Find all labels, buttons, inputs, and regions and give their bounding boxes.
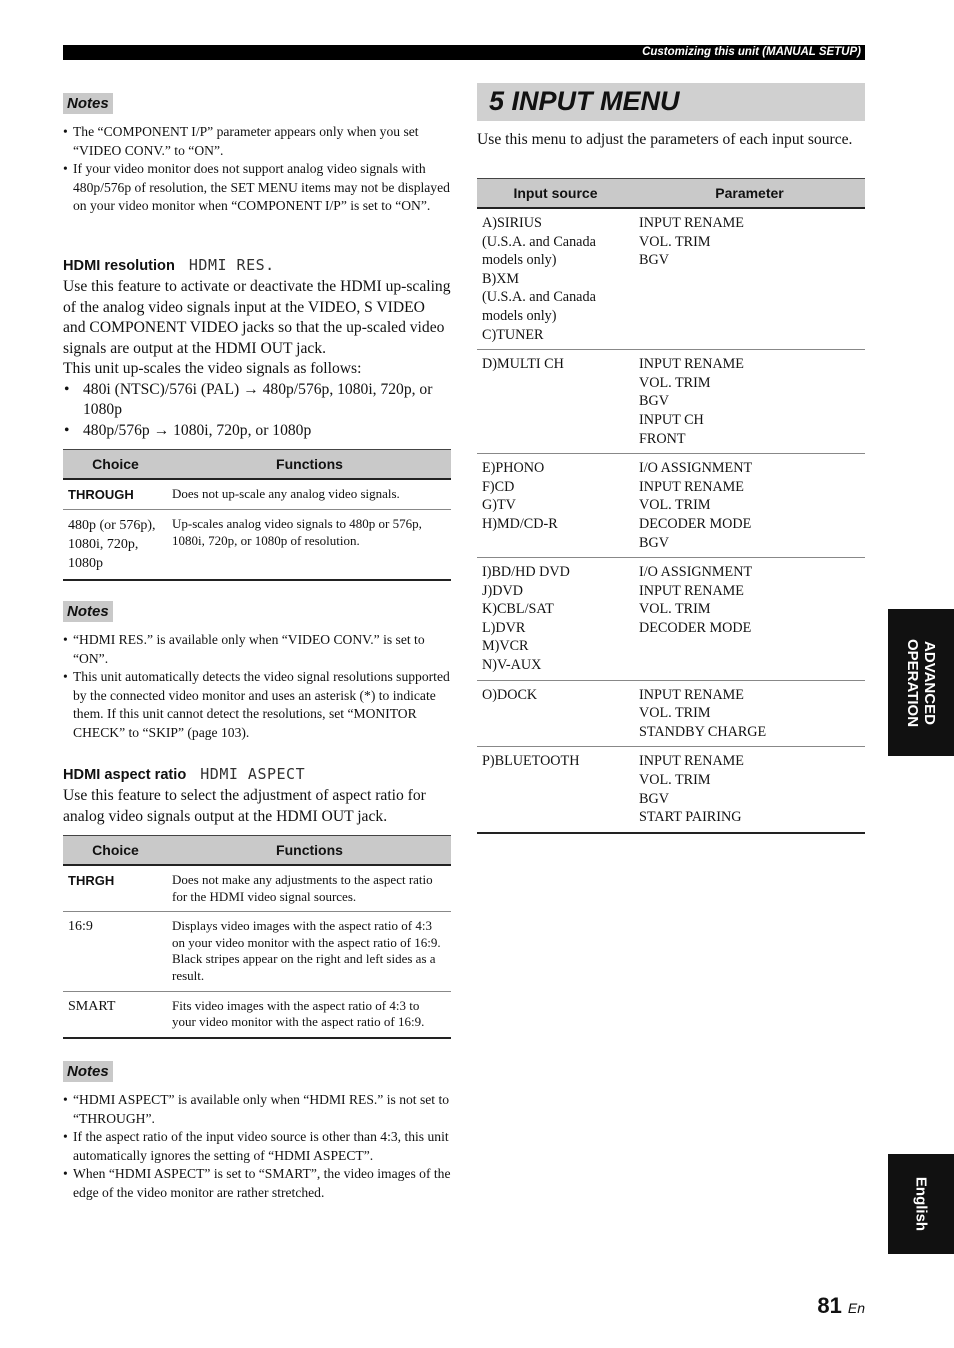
input-source-line: A)SIRIUS — [482, 215, 542, 231]
parameter-cell — [634, 454, 865, 558]
table-row — [477, 680, 865, 747]
section-title: Customizing this unit (MANUAL SETUP) — [642, 46, 861, 58]
input-source-cell — [477, 680, 634, 747]
parameter-line: INPUT RENAME — [639, 478, 744, 495]
notes-label: Notes — [63, 601, 113, 622]
parameter-line: I/O ASSIGNMENT — [639, 564, 753, 581]
input-source-cell — [477, 208, 634, 350]
heading-code: HDMI ASPECT — [200, 765, 306, 783]
list-item: • If your video monitor does not support analog video signals with 480p/576p of resolution, the SET MENU items may not be displayed on your video monitor when “COMPONENT I/P” is set to “ON”. — [63, 160, 451, 216]
notes-list — [63, 1091, 451, 1203]
page-title: 5 INPUT MENU — [489, 86, 680, 116]
input-menu-intro: Use this menu to adjust the parameters of each input source. — [477, 131, 853, 148]
input-source-line: I)BD/HD DVD — [482, 564, 570, 581]
page-language-suffix: En — [847, 1300, 865, 1316]
side-tab-label: English — [912, 1176, 930, 1232]
parameter-cell — [634, 747, 865, 833]
parameter-line: INPUT RENAME — [639, 356, 744, 373]
parameter-line: INPUT RENAME — [639, 582, 744, 599]
input-source-line: models only) — [482, 307, 557, 324]
input-source-line: (U.S.A. and Canada — [482, 233, 596, 250]
hdmi-res-description-2: This unit up-scales the video signals as follows: — [63, 360, 362, 377]
parameter-line: BGV — [639, 252, 669, 269]
input-source-line: K)CBL/SAT — [482, 601, 554, 618]
input-source-cell — [477, 350, 634, 454]
input-source-line: E)PHONO — [482, 460, 545, 477]
parameter-line: INPUT CH — [639, 411, 704, 428]
parameter-line: VOL. TRIM — [639, 374, 711, 391]
heading-title: HDMI resolution — [63, 258, 175, 274]
col-functions: Functions — [168, 836, 451, 866]
table-row — [477, 208, 865, 350]
parameter-line: VOL. TRIM — [639, 497, 711, 514]
table-row — [477, 747, 865, 833]
parameter-line: INPUT RENAME — [639, 753, 744, 770]
header-bar — [63, 45, 865, 60]
parameter-line: INPUT RENAME — [639, 215, 744, 231]
notes-label: Notes — [63, 93, 113, 114]
input-source-line: B)XM — [482, 270, 520, 287]
parameter-line: BGV — [639, 534, 669, 551]
parameter-line: DECODER MODE — [639, 515, 752, 532]
notes-list — [63, 631, 451, 743]
heading-title: HDMI aspect ratio — [63, 767, 187, 783]
parameter-line: START PAIRING — [639, 809, 742, 826]
parameter-cell — [634, 350, 865, 454]
parameter-cell — [634, 680, 865, 747]
page-number — [817, 1293, 865, 1319]
heading-code: HDMI RES. — [188, 256, 275, 274]
input-source-cell — [477, 747, 634, 833]
input-source-line: C)TUNER — [482, 326, 544, 343]
input-source-line: L)DVR — [482, 619, 526, 636]
col-functions: Functions — [168, 450, 451, 480]
parameter-line: FRONT — [639, 430, 686, 447]
function-cell: Does not up-scale any analog video signals. — [168, 479, 451, 510]
choice-cell: 480p (or 576p), 1080i, 720p, 1080p — [63, 510, 168, 581]
list-item: • 480p/576p → 1080i, 720p, or 1080p — [63, 421, 451, 441]
col-choice: Choice — [63, 450, 168, 480]
table-row — [63, 479, 451, 510]
parameter-line: VOL. TRIM — [639, 705, 711, 722]
parameter-line: I/O ASSIGNMENT — [639, 460, 753, 477]
choice-cell: THROUGH — [63, 479, 168, 510]
table-row — [63, 865, 451, 912]
parameter-line: DECODER MODE — [639, 619, 752, 636]
input-source-line: O)DOCK — [482, 686, 538, 703]
choice-cell: SMART — [63, 991, 168, 1038]
parameter-line: VOL. TRIM — [639, 601, 711, 618]
choice-cell: THRGH — [63, 865, 168, 912]
hdmi-resolution-heading — [63, 256, 275, 274]
function-cell: Displays video images with the aspect ratio of 4:3 on your video monitor with the aspect ratio of 16:9. Black stripes appear on the right and left sides as a result. — [168, 912, 451, 991]
input-source-line: D)MULTI CH — [482, 356, 564, 373]
input-source-cell — [477, 558, 634, 681]
hdmi-aspect-description: Use this feature to select the adjustment of aspect ratio for analog video signals output at the HDMI OUT jack. — [63, 787, 426, 825]
side-tab-label: ADVANCED OPERATION — [904, 638, 938, 727]
parameter-line: VOL. TRIM — [639, 772, 711, 789]
table-row — [477, 454, 865, 558]
side-tab-advanced-operation — [888, 609, 954, 756]
table-row — [477, 350, 865, 454]
input-source-line: models only) — [482, 252, 557, 269]
table-row — [63, 510, 451, 581]
list-item: • “HDMI ASPECT” is available only when “HDMI RES.” is not set to “THROUGH”. — [63, 1091, 451, 1128]
input-source-line: F)CD — [482, 478, 515, 495]
function-cell: Up-scales analog video signals to 480p or 576p, 1080i, 720p, or 1080p of resolution. — [168, 510, 451, 581]
table-row — [477, 558, 865, 681]
col-parameter: Parameter — [634, 179, 865, 209]
list-item: • 480i (NTSC)/576i (PAL) → 480p/576p, 1080i, 720p, or 1080p — [63, 380, 451, 421]
list-item: • The “COMPONENT I/P” parameter appears only when you set “VIDEO CONV.” to “ON”. — [63, 123, 451, 160]
side-tab-english — [888, 1154, 954, 1254]
input-source-table — [477, 178, 865, 834]
input-menu-title-box — [477, 83, 865, 121]
function-cell: Does not make any adjustments to the aspect ratio for the HDMI video signal sources. — [168, 865, 451, 912]
col-choice: Choice — [63, 836, 168, 866]
input-source-line: M)VCR — [482, 638, 529, 655]
function-cell: Fits video images with the aspect ratio of 4:3 to your video monitor with the aspect ratio of 16:9. — [168, 991, 451, 1038]
input-source-line: J)DVD — [482, 582, 523, 599]
choice-cell: 16:9 — [63, 912, 168, 991]
notes-label: Notes — [63, 1061, 113, 1082]
input-source-line: G)TV — [482, 497, 516, 514]
input-source-line: N)V-AUX — [482, 657, 542, 674]
notes-list — [63, 123, 451, 216]
list-item: • If the aspect ratio of the input video source is other than 4:3, this unit automatically ignores the setting of “HDMI ASPECT”. — [63, 1128, 451, 1165]
parameter-line: BGV — [639, 790, 669, 807]
parameter-cell — [634, 558, 865, 681]
hdmi-aspect-table — [63, 835, 451, 1039]
parameter-line: STANDBY CHARGE — [639, 723, 767, 740]
parameter-line: INPUT RENAME — [639, 686, 744, 703]
table-row — [63, 912, 451, 991]
table-row — [63, 991, 451, 1038]
page-number-value: 81 — [817, 1293, 842, 1318]
parameter-line: BGV — [639, 393, 669, 410]
input-source-cell — [477, 454, 634, 558]
list-item: • This unit automatically detects the video signal resolutions supported by the connected video monitor and uses an asterisk (*) to indicate them. If this unit cannot detect the resolutions, set “MONITOR CHECK” to “SKIP” (page 103). — [63, 668, 451, 742]
list-item: • “HDMI RES.” is available only when “VIDEO CONV.” is set to “ON”. — [63, 631, 451, 668]
list-item: • When “HDMI ASPECT” is set to “SMART”, the video images of the edge of the video monitor are rather stretched. — [63, 1165, 451, 1202]
hdmi-aspect-heading — [63, 765, 305, 783]
input-source-line: P)BLUETOOTH — [482, 753, 580, 770]
hdmi-res-description: Use this feature to activate or deactivate the HDMI up-scaling of the analog video signals input at the VIDEO, S VIDEO and COMPONENT VIDEO jacks so that the up-scaled video signals are output at the HDMI OUT jack. — [63, 278, 451, 357]
hdmi-res-table — [63, 449, 451, 581]
parameter-line: VOL. TRIM — [639, 233, 711, 250]
input-source-line: (U.S.A. and Canada — [482, 289, 596, 306]
input-source-line: H)MD/CD-R — [482, 515, 558, 532]
col-input-source: Input source — [477, 179, 634, 209]
parameter-cell — [634, 208, 865, 350]
upscale-list — [63, 380, 451, 441]
